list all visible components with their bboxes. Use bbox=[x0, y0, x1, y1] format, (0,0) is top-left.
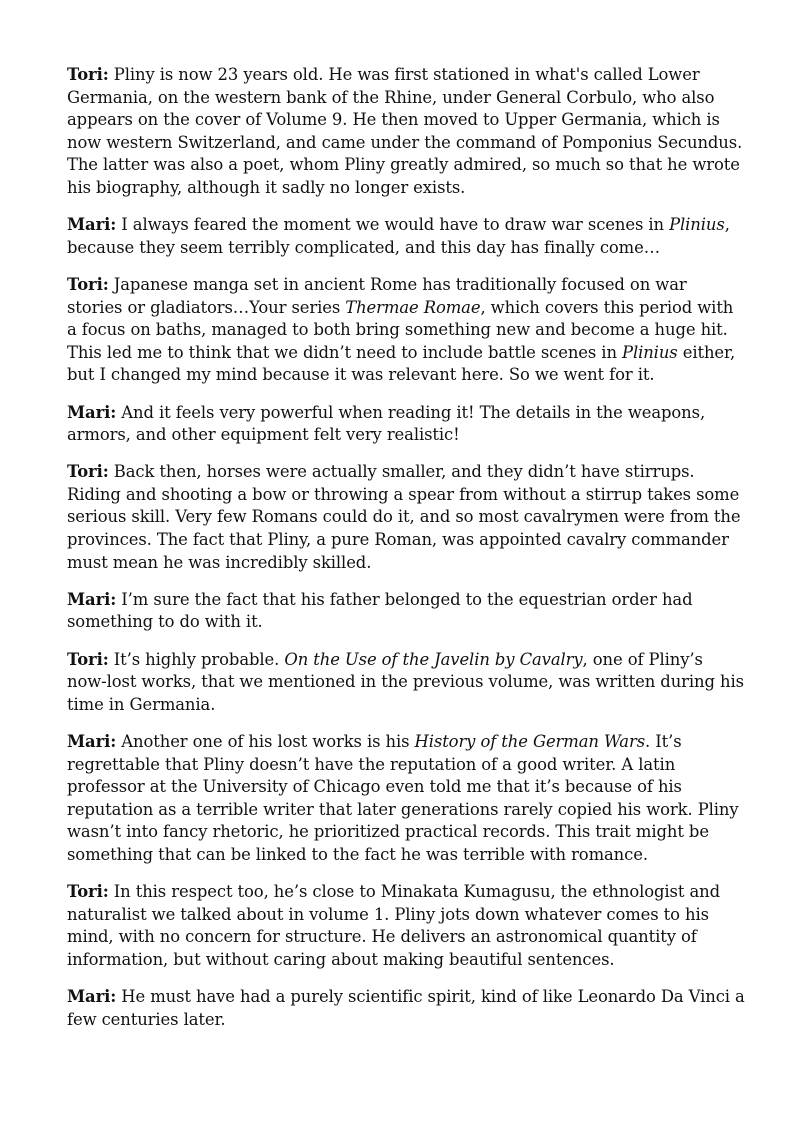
dialogue-paragraph bbox=[67, 881, 747, 971]
italic-title-text: Plinius bbox=[622, 342, 678, 362]
body-text: It’s highly probable. bbox=[108, 649, 285, 669]
body-text: , which covers this period with a focus on baths, managed to both bring something new and become a huge hit. This led me to think that we didn’t need to include battle scenes in bbox=[67, 297, 734, 362]
dialogue-paragraph bbox=[67, 731, 747, 867]
italic-title-text: Plinius bbox=[669, 215, 725, 235]
dialogue-paragraph bbox=[67, 986, 747, 1031]
body-text: And it feels very powerful when reading it! The details in the weapons, armors, and other equipment felt very realistic! bbox=[67, 402, 706, 445]
document-page bbox=[67, 64, 747, 1046]
dialogue-paragraph bbox=[67, 64, 747, 200]
body-text: either, but I changed my mind because it was relevant here. So we went for it. bbox=[67, 342, 736, 385]
body-text: , one of Pliny’s now-lost works, that we mentioned in the previous volume, was written during his time in Germania. bbox=[67, 649, 744, 714]
dialogue-paragraph bbox=[67, 274, 747, 387]
italic-title-text: Thermae Romae bbox=[345, 297, 481, 317]
dialogue-paragraph bbox=[67, 402, 747, 447]
body-text: He must have had a purely scientific spirit, kind of like Leonardo Da Vinci a few centuries later. bbox=[67, 987, 745, 1029]
dialogue-paragraph bbox=[67, 589, 747, 634]
speaker-label: Tori: bbox=[67, 649, 109, 669]
body-text: In this respect too, he’s close to Minakata Kumagusu, the ethnologist and naturalist we talked about in volume 1. Pliny jots down whatever comes to his mind, with no concern for structure. He delivers an astronomical quantity of information, but without caring about making beautiful sentences. bbox=[67, 882, 720, 969]
body-text: Japanese manga set in ancient Rome has traditionally focused on war stories or gladiators…Your series bbox=[67, 274, 687, 317]
speaker-label: Mari: bbox=[67, 732, 117, 751]
speaker-label: Mari: bbox=[67, 215, 117, 235]
speaker-label: Tori: bbox=[67, 462, 109, 482]
speaker-label: Tori: bbox=[67, 882, 109, 902]
italic-title-text: History of the German Wars bbox=[414, 732, 646, 751]
speaker-label: Mari: bbox=[67, 589, 117, 609]
body-text: . It’s regrettable that Pliny doesn’t have the reputation of a good writer. A latin professor at the University of Chicago even told me that it’s because of his reputation as a terrible writer that later generations rarely copied his work. Pliny wasn’t into fancy rhetoric, he prioritized practical records. This trait might be something that can be linked to the fact he was terrible with romance. bbox=[67, 732, 739, 864]
body-text: , because they seem terribly complicated, and this day has finally come… bbox=[67, 215, 730, 257]
speaker-label: Tori: bbox=[67, 65, 109, 84]
body-text: Another one of his lost works is his bbox=[116, 732, 415, 751]
body-text: I’m sure the fact that his father belonged to the equestrian order had something to do with it. bbox=[67, 589, 693, 632]
dialogue-paragraph bbox=[67, 214, 747, 259]
body-text: I always feared the moment we would have to draw war scenes in bbox=[116, 215, 670, 235]
dialogue-paragraph bbox=[67, 649, 747, 717]
speaker-label: Mari: bbox=[67, 987, 117, 1007]
speaker-label: Tori: bbox=[67, 274, 109, 294]
body-text: Pliny is now 23 years old. He was first stationed in what's called Lower Germania, on the western bank of the Rhine, under General Corbulo, who also appears on the cover of Volume 9. He then moved to Upper Germania, which is now western Switzerland, and came under the command of Pomponius Secundus. The latter was also a poet, whom Pliny greatly admired, so much so that he wrote his biography, although it sadly no longer exists. bbox=[67, 65, 743, 197]
speaker-label: Mari: bbox=[67, 402, 117, 422]
body-text: Back then, horses were actually smaller, and they didn’t have stirrups. Riding and shooting a bow or throwing a spear from without a stirrup takes some serious skill. Very few Romans could do it, and so most cavalrymen were from the provinces. The fact that Pliny, a pure Roman, was appointed cavalry commander must mean he was incredibly skilled. bbox=[67, 462, 741, 572]
dialogue-paragraph bbox=[67, 461, 747, 574]
italic-title-text: On the Use of the Javelin by Cavalry bbox=[284, 649, 583, 669]
